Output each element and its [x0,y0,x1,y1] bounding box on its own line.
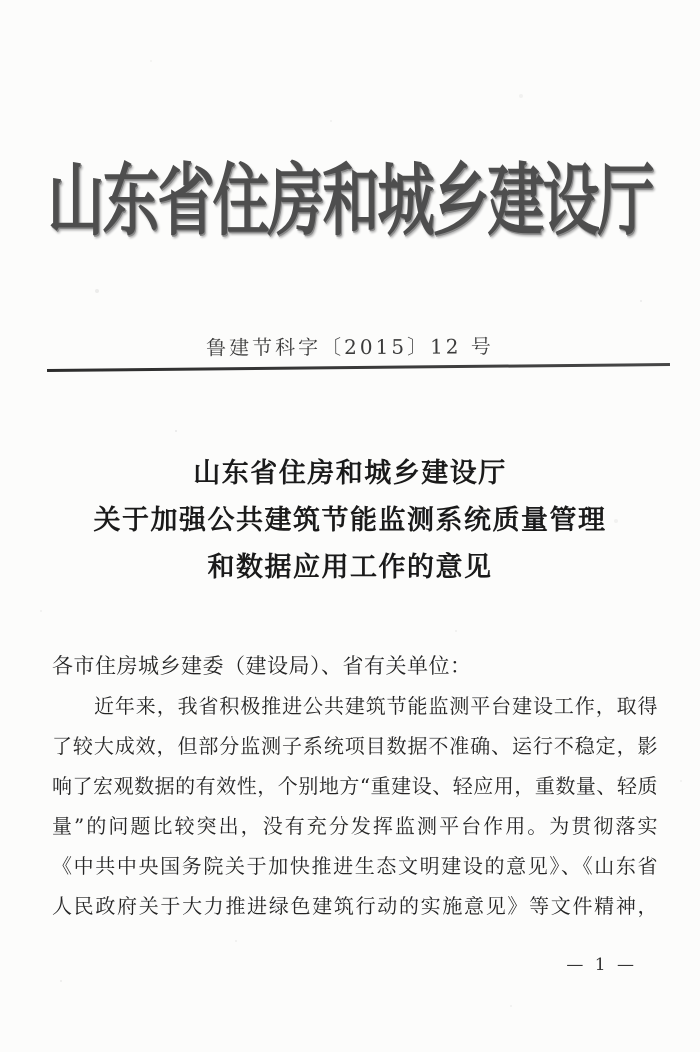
letterhead-agency-name: 山东省住房和城乡建设厅 [47,154,653,248]
paragraph-line: 响了宏观数据的有效性，个别地方“重建设、轻应用，重数量、轻质 [52,774,658,798]
document-number: 鲁建节科字〔2015〕12 号 [206,334,494,360]
paragraph-line: 量”的问题比较突出，没有充分发挥监测平台作用。为贯彻落实 [52,814,658,838]
document-title-line-2: 关于加强公共建筑节能监测系统质量管理 [93,505,607,536]
paragraph-line: 人民政府关于大力推进绿色建筑行动的实施意见》等文件精神， [52,894,658,918]
salutation: 各市住房城乡建委（建设局）、省有关单位： [52,654,472,678]
paragraph-line: 了较大成效，但部分监测子系统项目数据不准确、运行不稳定，影 [52,734,658,758]
scan-noise [0,0,2,2]
document-title [0,450,700,591]
page-number: — 1 — [566,955,637,975]
paragraph-line: 近年来，我省积极推进公共建筑节能监测平台建设工作，取得 [94,694,658,718]
letterhead-divider [47,363,670,371]
document-title-line-1: 山东省住房和城乡建设厅 [193,458,507,489]
document-title-line-3: 和数据应用工作的意见 [207,552,493,583]
document-body [52,646,658,926]
paragraph-line: 《中共中央国务院关于加快推进生态文明建设的意见》、《山东省 [52,854,658,878]
